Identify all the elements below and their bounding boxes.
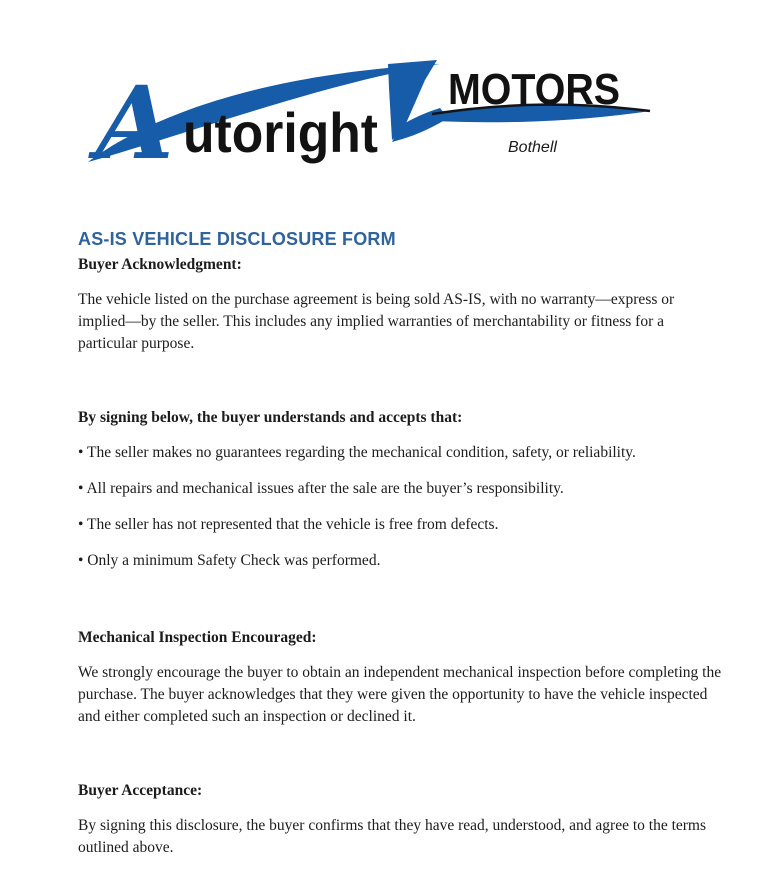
bullet-item: • The seller makes no guarantees regarding the mechanical condition, safety, or reliability. [78,444,636,461]
dealership-logo-graphic [80,40,652,168]
logo-location-text: Bothell [508,139,557,156]
bullet-item: • All repairs and mechanical issues after the sale are the buyer’s responsibility. [78,480,564,497]
bullet-item: • The seller has not represented that the vehicle is free from defects. [78,516,499,533]
paragraph-mechanical-inspection: We strongly encourage the buyer to obtain an independent mechanical inspection before completing the purchase. The buyer acknowledges that they were given the opportunity to have the vehicle inspected and either completed such an inspection or declined it. [78,664,722,725]
dealership-logo [80,40,652,168]
bullet-item: • Only a minimum Safety Check was performed. [78,552,381,569]
logo-letter-a-text: A [96,64,174,168]
paragraph-buyer-acceptance: By signing this disclosure, the buyer confirms that they have read, understood, and agree to the terms outlined above. [78,817,707,856]
page-title: AS-IS VEHICLE DISCLOSURE FORM [78,229,396,249]
section-heading-by-signing: By signing below, the buyer understands and accepts that: [78,409,463,426]
logo-brand-text: utoright [183,101,378,164]
section-heading-mechanical-inspection: Mechanical Inspection Encouraged: [78,629,317,646]
section-heading-buyer-acceptance: Buyer Acceptance: [78,782,203,799]
document-content [78,228,724,872]
section-heading-buyer-acknowledgment: Buyer Acknowledgment: [78,256,242,273]
logo-motors-text: MOTORS [448,65,620,114]
paragraph-buyer-acknowledgment: The vehicle listed on the purchase agreement is being sold AS-IS, with no warranty—express or implied—by the seller. This includes any implied warranties of merchantability or fitness for a particular purpose. [78,291,675,352]
